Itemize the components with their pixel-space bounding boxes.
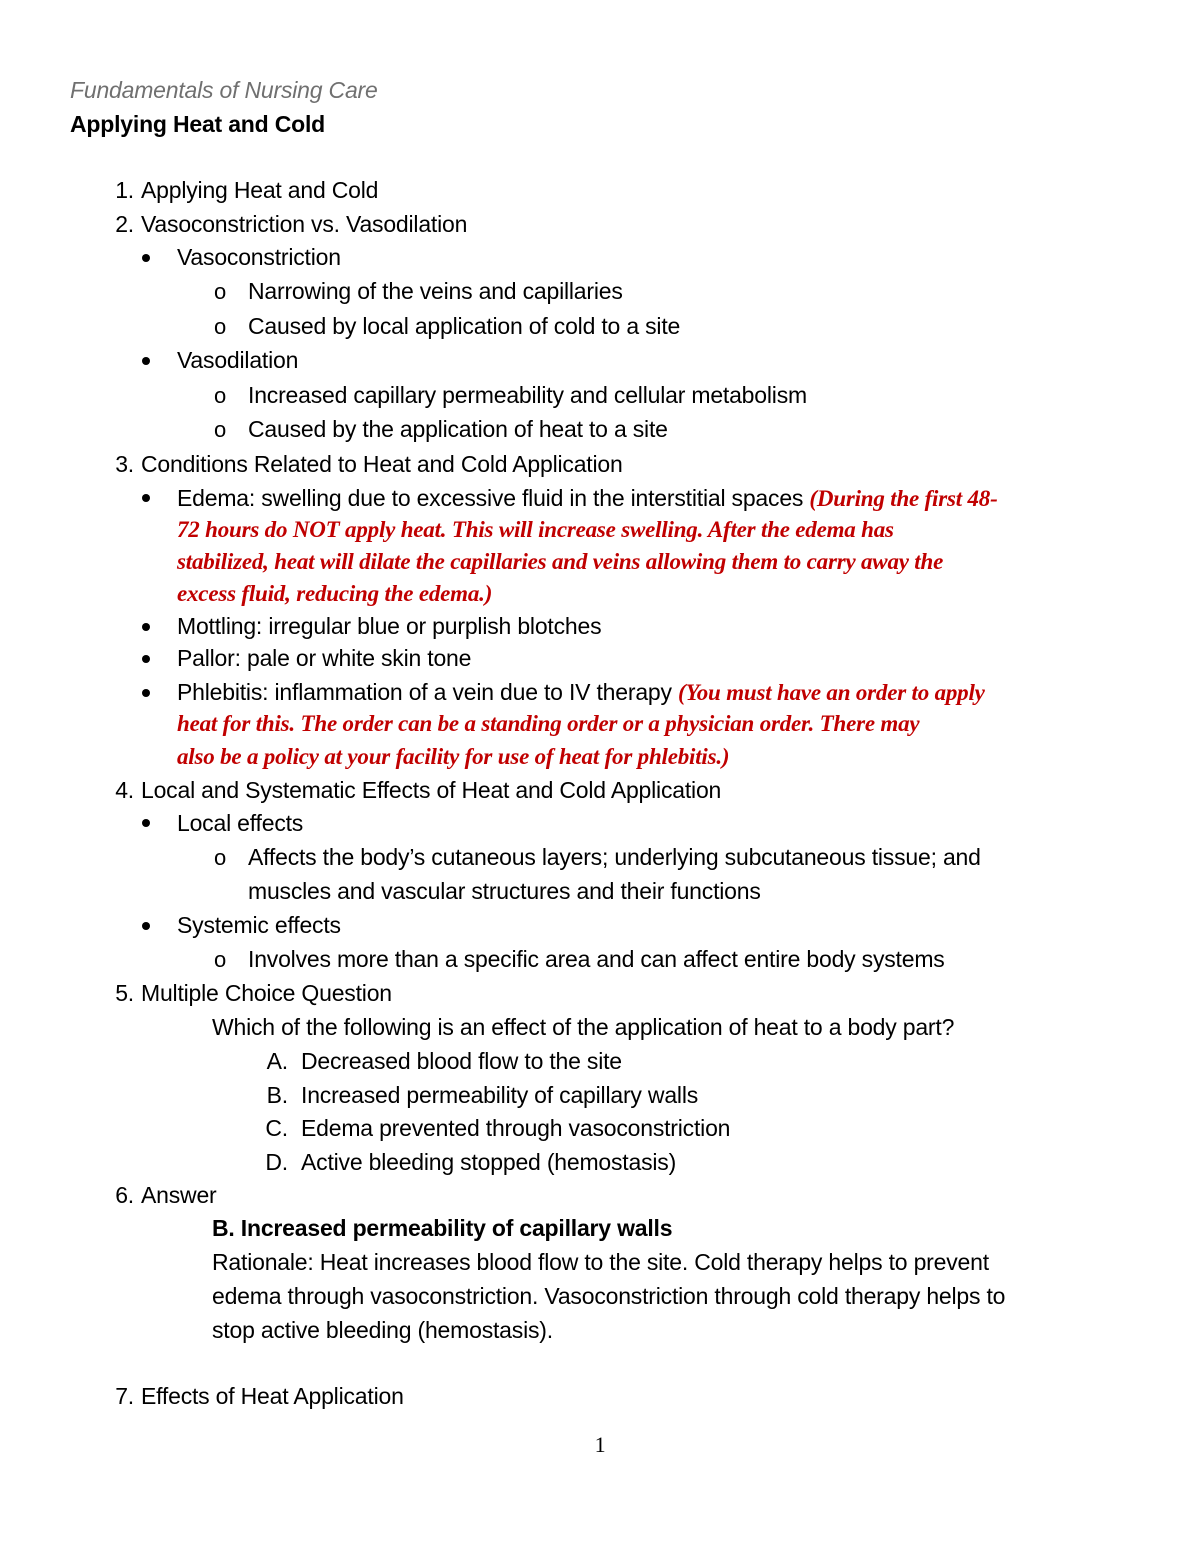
list-item: Local and Systematic Effects of Heat and Cold Application bbox=[141, 777, 722, 803]
list-item: Effects of Heat Application bbox=[141, 1383, 404, 1409]
sub-bullet-icon: o bbox=[214, 845, 227, 870]
note-text: excess fluid, reducing the edema.) bbox=[177, 581, 493, 606]
list-item: Narrowing of the veins and capillaries bbox=[248, 278, 623, 304]
list-item: Multiple Choice Question bbox=[141, 980, 392, 1006]
answer-option: Edema prevented through vasoconstriction bbox=[301, 1115, 731, 1141]
answer-option: Increased permeability of capillary walls bbox=[301, 1082, 699, 1108]
document-header: Fundamentals of Nursing Care bbox=[70, 77, 378, 103]
note-text: (You must have an order to apply bbox=[678, 680, 985, 705]
list-item: Vasoconstriction bbox=[177, 244, 341, 270]
note-text: also be a policy at your facility for use of heat for phlebitis.) bbox=[177, 744, 730, 769]
list-number: 7. bbox=[115, 1383, 134, 1409]
list-item: Affects the body’s cutaneous layers; underlying subcutaneous tissue; and bbox=[248, 844, 981, 870]
option-letter: B. bbox=[266, 1082, 288, 1108]
bullet-icon bbox=[142, 623, 150, 631]
note-text: (During the first 48- bbox=[809, 486, 998, 511]
list-item: Involves more than a specific area and can affect entire body systems bbox=[248, 946, 945, 972]
option-letter: A. bbox=[266, 1048, 288, 1074]
list-number: 2. bbox=[115, 211, 134, 237]
bullet-icon bbox=[142, 819, 150, 827]
list-item bbox=[177, 483, 998, 514]
bullet-icon bbox=[142, 254, 150, 262]
list-item: Pallor: pale or white skin tone bbox=[177, 645, 472, 671]
list-item: Mottling: irregular blue or purplish blotches bbox=[177, 613, 602, 639]
page-number: 1 bbox=[594, 1432, 606, 1457]
list-item: Systemic effects bbox=[177, 912, 341, 938]
sub-bullet-icon: o bbox=[214, 279, 227, 304]
answer-option: Active bleeding stopped (hemostasis) bbox=[301, 1149, 677, 1175]
list-item: Increased capillary permeability and cellular metabolism bbox=[248, 382, 807, 408]
list-item: Local effects bbox=[177, 810, 304, 836]
sub-bullet-icon: o bbox=[214, 947, 227, 972]
answer-option: Decreased blood flow to the site bbox=[301, 1048, 622, 1074]
list-item: Vasoconstriction vs. Vasodilation bbox=[141, 211, 468, 237]
list-item-continuation: muscles and vascular structures and their functions bbox=[248, 878, 761, 904]
rationale-text: stop active bleeding (hemostasis). bbox=[212, 1317, 553, 1343]
bullet-icon bbox=[142, 655, 150, 663]
bullet-icon bbox=[142, 922, 150, 930]
note-text: stabilized, heat will dilate the capillaries and veins allowing them to carry away the bbox=[177, 549, 944, 574]
list-item: Vasodilation bbox=[177, 347, 299, 373]
bullet-icon bbox=[142, 689, 150, 697]
list-item: Caused by the application of heat to a site bbox=[248, 416, 668, 442]
list-number: 1. bbox=[115, 177, 134, 203]
question-text: Which of the following is an effect of the application of heat to a body part? bbox=[212, 1014, 955, 1040]
list-number: 6. bbox=[115, 1182, 134, 1208]
option-letter: C. bbox=[265, 1115, 288, 1141]
sub-bullet-icon: o bbox=[214, 314, 227, 339]
rationale-text: edema through vasoconstriction. Vasoconstriction through cold therapy helps to bbox=[212, 1283, 1006, 1309]
definition-text: Phlebitis: inflammation of a vein due to IV therapy bbox=[177, 679, 678, 705]
definition-text: Edema: swelling due to excessive fluid in the interstitial spaces bbox=[177, 485, 810, 511]
list-number: 3. bbox=[115, 451, 134, 477]
list-item: Answer bbox=[141, 1182, 217, 1208]
sub-bullet-icon: o bbox=[214, 383, 227, 408]
list-item: Applying Heat and Cold bbox=[141, 177, 379, 203]
page-title: Applying Heat and Cold bbox=[70, 111, 325, 137]
rationale-text: Rationale: Heat increases blood flow to the site. Cold therapy helps to prevent bbox=[212, 1249, 989, 1275]
list-number: 4. bbox=[115, 777, 134, 803]
correct-answer: B. Increased permeability of capillary walls bbox=[212, 1215, 673, 1241]
list-item bbox=[177, 677, 985, 708]
list-number: 5. bbox=[115, 980, 134, 1006]
note-text: 72 hours do NOT apply heat. This will increase swelling. After the edema has bbox=[177, 517, 894, 542]
list-item: Caused by local application of cold to a site bbox=[248, 313, 681, 339]
bullet-icon bbox=[142, 494, 150, 502]
list-item: Conditions Related to Heat and Cold Application bbox=[141, 451, 623, 477]
note-text: heat for this. The order can be a standing order or a physician order. There may bbox=[177, 711, 920, 736]
sub-bullet-icon: o bbox=[214, 417, 227, 442]
option-letter: D. bbox=[265, 1149, 288, 1175]
bullet-icon bbox=[142, 357, 150, 365]
